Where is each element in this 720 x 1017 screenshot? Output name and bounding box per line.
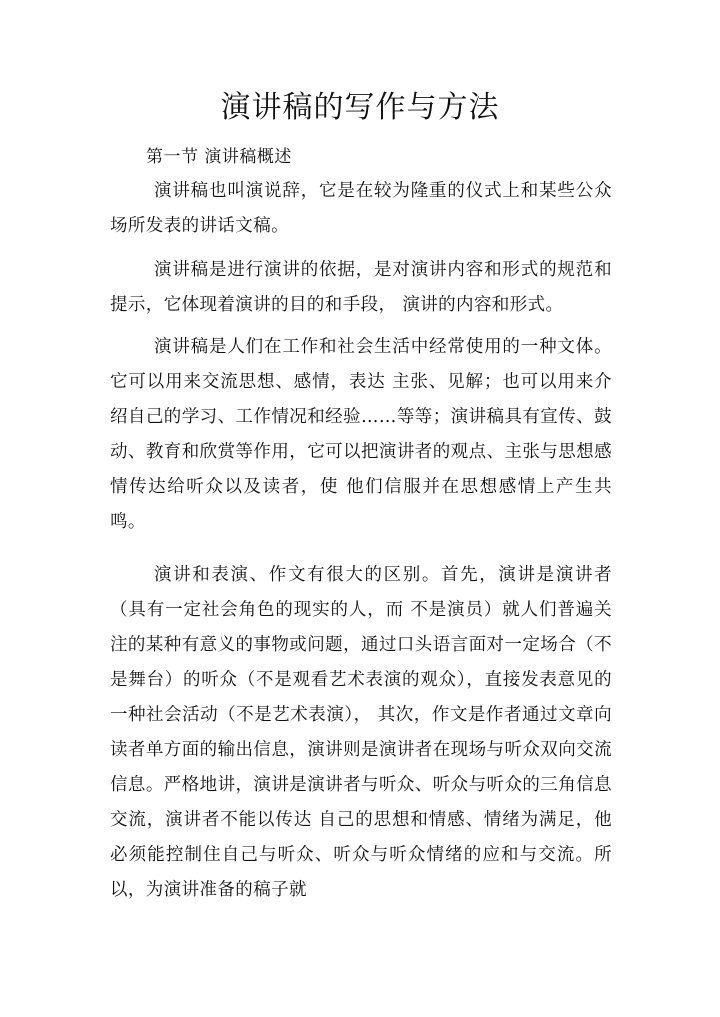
paragraph: 演讲稿是进行演讲的依据，是对演讲内容和形式的规范和提示，它体现着演讲的目的和手段， 演讲的内容和形式。: [110, 260, 612, 315]
section-heading: 第一节 演讲稿概述: [146, 147, 292, 167]
paragraph: 演讲稿是人们在工作和社会生活中经常使用的一种文体。它可以用来交流思想、感情，表达 主张、见解；也可以用来介绍自己的学习、工作情况和经验……等等；演讲稿具有宣传、鼓动、教育和欣赏等作用，它可以把演讲者的观点、主张与思想感情传达给听众以及读者，使 他们信服并在思想感情上产生共鸣。: [110, 337, 612, 532]
document-title: 演讲稿的写作与方法: [220, 90, 500, 125]
paragraph: 演讲和表演、作文有很大的区别。首先，演讲是演讲者（具有一定社会角色的现实的人，而 不是演员）就人们普遍关注的某种有意义的事物或问题，通过口头语言面对一定场合（不是舞台）的听众（不是观看艺术表演的观众），直接发表意见的一种社会活动（不是艺术表演）， 其次，作文是作者通过文章向读者单方面的输出信息，演讲则是演讲者在现场与听众双向交流信息。严格地讲，演讲是演讲者与听众、听众与听众的三角信息交流，演讲者不能以传达 自己的思想和情感、情绪为满足，他必须能控制住自己与听众、听众与听众情绪的应和与交流。所以，为演讲准备的稿子就: [110, 565, 612, 900]
paragraph: 演讲稿也叫演说辞，它是在较为隆重的仪式上和某些公众场所发表的讲话文稿。: [110, 181, 612, 236]
